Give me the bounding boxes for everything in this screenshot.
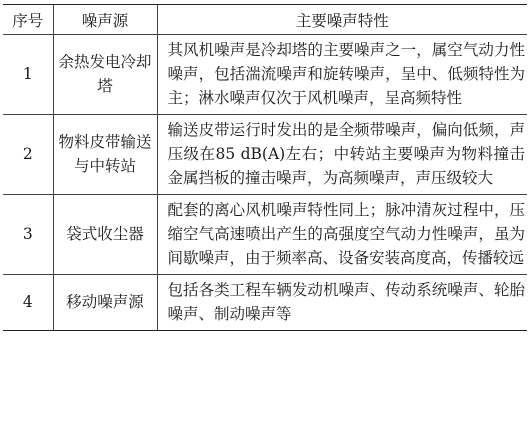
row-noise-characteristics: 包括各类工程车辆发动机噪声、传动系统噪声、轮胎噪声、制动噪声等: [157, 275, 527, 331]
header-serial-number: 序号: [3, 5, 53, 35]
row-noise-source: 余热发电冷却塔: [53, 35, 157, 115]
row-serial-number: 4: [3, 275, 53, 331]
table-row: [3, 275, 527, 331]
row-noise-source: 袋式收尘器: [53, 195, 157, 275]
table-row: [3, 35, 527, 115]
row-noise-characteristics: 配套的离心风机噪声特性同上；脉冲清灰过程中，压缩空气高速喷出产生的高强度空气动力性噪声，虽为间歇噪声，由于频率高、设备安装高度高，传播较远: [157, 195, 527, 275]
row-serial-number: 3: [3, 195, 53, 275]
table-row: [3, 195, 527, 275]
row-noise-source: 移动噪声源: [53, 275, 157, 331]
header-noise-source: 噪声源: [53, 5, 157, 35]
row-serial-number: 2: [3, 115, 53, 195]
header-noise-characteristics: 主要噪声特性: [157, 5, 527, 35]
table-header: [3, 5, 527, 35]
row-serial-number: 1: [3, 35, 53, 115]
table-body: [3, 35, 527, 331]
noise-source-table-container: [3, 4, 527, 331]
noise-source-table: [3, 4, 527, 331]
header-row: [3, 5, 527, 35]
row-noise-characteristics: 其风机噪声是冷却塔的主要噪声之一，属空气动力性噪声，包括湍流噪声和旋转噪声，呈中、低频特性为主；淋水噪声仅次于风机噪声，呈高频特性: [157, 35, 527, 115]
row-noise-characteristics: 输送皮带运行时发出的是全频带噪声，偏向低频，声压级在85 dB(A)左右；中转站主要噪声为物料撞击金属挡板的撞击噪声，为高频噪声，声压级较大: [157, 115, 527, 195]
row-noise-source: 物料皮带输送与中转站: [53, 115, 157, 195]
table-row: [3, 115, 527, 195]
